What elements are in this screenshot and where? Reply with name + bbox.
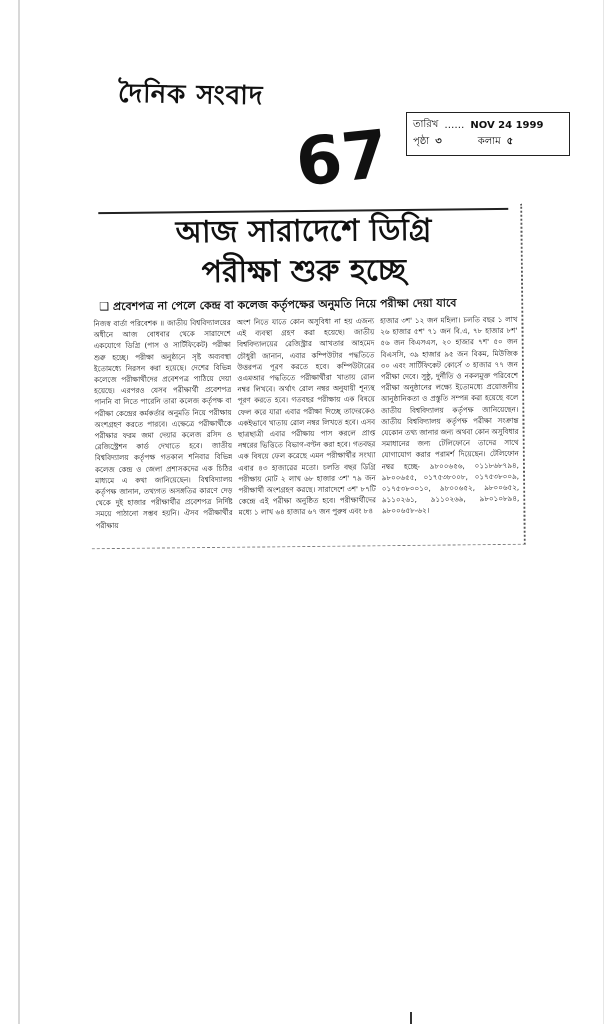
article-headline <box>98 208 509 294</box>
article-column-3: হাজার ৩শ' ১২ জন মহিলা। চলতি বছর ১ লাখ ২৬ হাজার ৫শ' ৭১ জন বি.এ, ৭৮ হাজার ৮শ' ৫৬ জন বিএসএস, ২০ হাজার ৭শ' ৫০ জন বিএসসি, ৩৯ হাজার ৯৫ জন বিকম, মিউজিক ৩০ এবং সার্টিফিকেট কোর্সে ৩ হাজার ৭৭ জন পরীক্ষা দেবে। সুষ্ঠু, দুর্নীতি ও নকলমুক্ত পরিবেশে পরীক্ষা অনুষ্ঠানের লক্ষ্যে ইতোমধ্যে প্রয়োজনীয় আনুষ্ঠানিকতা ও প্রস্তুতি সম্পন্ন করা হয়েছে বলে জাতীয় বিশ্ববিদ্যালয় কর্তৃপক্ষ জানিয়েছেন। জাতীয় বিশ্ববিদ্যালয় কর্তৃপক্ষ পরীক্ষা সংক্রান্ত যেকোন তথ্য জানার জন্য অথবা কোন অসুবিধার সমাধানের জন্য টেলিফোনে তাদের সাথে যোগাযোগ করার পরামর্শ দিয়েছেন। টেলিফোন নম্বর হচ্ছে- ৯৮০০৬৫৬, ০১১৮৬৮৭৯৪, ৯৮০০৬৫৫, ০১৭৫৩৮০০৮, ০১৭৫৩৮০০৯, ০১৭৫৩৮০০১০, ৯৮০০৬৫২, ৯৮০০৬৫২, ৯১১০২৬১, ৯১১০২৬৯, ৯৮০১০৮৯৪, ৯৮০০৬৫৮-৬২। <box>380 314 520 516</box>
scan-bottom-mark <box>410 1012 412 1024</box>
newspaper-name: দৈনিক সংবাদ <box>117 78 264 112</box>
stamp-date-label: তারিখ <box>413 119 439 130</box>
stamp-column-label: কলাম <box>477 136 501 147</box>
article-subhead: ❑ প্রবেশপত্র না পেলে কেন্দ্র বা কলেজ কর্তৃপক্ষের অনুমতি নিয়ে পরীক্ষা দেয়া যাবে <box>99 296 457 314</box>
article-column-2: অংশ নিতে যাতে কোন অসুবিধা না হয় এজন্য এই ব্যবস্থা গ্রহণ করা হয়েছে। জাতীয় বিশ্ববিদ্যালয়ের রেজিস্ট্রার আখতার আহমেদ চৌধুরী জানান, এবার কম্পিউটার পদ্ধতিতে উত্তরপত্র পূরণ করতে হবে। কম্পিউটারের ওএমআর পদ্ধতিতে পরীক্ষার্থীরা খাতায় রোল নম্বর লিখবে। অর্থাৎ রোল নম্বর অনুযায়ী শূন্যস্থ পূরণ করতে হবে। গতবছর পরীক্ষায় এক বিষয়ে ফেল করে যারা এবার পরীক্ষা দিচ্ছে তাদেরকেও একইভাবে খাতায় রোল নম্বর লিখতে হবে। এসব ছাত্রছাত্রী এবার পরীক্ষায় পাস করলে প্রাপ্ত নম্বরের ভিত্তিতে বিভাগ-বণ্টন করা হবে। গতবছর এক বিষয়ে ফেল করেছে এমন পরীক্ষার্থীর সংখ্যা এবার ৪৩ হাজারের মতো। চলতি বছর ডিগ্রি পরীক্ষায় মোট ২ লাখ ৬৮ হাজার ৩শ' ৭৯ জন পরীক্ষার্থী অংশগ্রহণ করছে। সারাদেশে ৩শ' ৮৭টি কেন্দ্রে এই পরীক্ষা অনুষ্ঠিত হবে। পরীক্ষার্থীদের মধ্যে ১ লাখ ৬৪ হাজার ৬৭ জন পুরুষ এবং ৮৪ <box>236 316 377 518</box>
scan-left-edge <box>18 0 20 1024</box>
stamp-page-row <box>413 134 563 151</box>
scan-right-edge <box>603 0 604 1024</box>
stamp-column-value: ৫ <box>506 136 514 147</box>
stamp-page-value: ৩ <box>435 136 442 147</box>
article-column-1: নিজস্ব বার্তা পরিবেশক ॥ জাতীয় বিশ্ববিদ্যালয়ের অধীনে আজ বোধবার থেকে সারাদেশে একযোগে ডিগ্রি (পাস ও সার্টিফিকেট) পরীক্ষা শুরু হচ্ছে। পরীক্ষা অনুষ্ঠানে সৃষ্ট অব্যবস্থা ইতোমধ্যে নিরসন করা হয়েছে। দেশের বিভিন্ন কলেজে পরীক্ষার্থীদের প্রবেশপত্র পাঠিয়ে দেয়া হয়েছে। এরপরও যেসব পরীক্ষার্থী প্রবেশপত্র পাননি বা নিতে পারেনি তারা কলেজ কর্তৃপক্ষ বা পরীক্ষা কেন্দ্রের কর্মকর্তার অনুমতি নিয়ে পরীক্ষায় অংশগ্রহণ করতে পারবে। এক্ষেত্রে পরীক্ষার্থীকে পরীক্ষার ফরম জমা দেয়ার কলেজ রসিদ ও রেজিস্ট্রেশন কার্ড দেখাতে হবে। জাতীয় বিশ্ববিদ্যালয় কর্তৃপক্ষ গতকাল শনিবার বিভিন্ন কলেজ কেন্দ্র ও জেলা প্রশাসকদের এক চিঠির মাধ্যমে এ কথা জানিয়েছেন। বিশ্ববিদ্যালয় কর্তৃপক্ষ জানান, তথ্যগত অসঙ্গতির কারণে দেড় থেকে দুই হাজার পরীক্ষার্থীর প্রবেশপত্র নির্দিষ্ট সময়ে পাঠানো সম্ভব হয়নি। ঐসব পরীক্ষার্থীর পরীক্ষায় <box>93 317 233 530</box>
stamp-page-label: পৃষ্ঠা <box>413 136 430 147</box>
article-body <box>93 314 519 546</box>
stamp-date-value: NOV 24 1999 <box>470 120 544 131</box>
headline-line-1: আজ সারাদেশে ডিগ্রি <box>175 212 432 251</box>
stamp-date-row: তারিখ …… NOV 24 1999 <box>413 117 563 134</box>
handwritten-page-number: 67 <box>292 115 392 202</box>
archive-stamp <box>406 112 570 156</box>
news-clipping <box>88 204 526 550</box>
headline-line-2: পরীক্ষা শুরু হচ্ছে <box>201 252 407 291</box>
